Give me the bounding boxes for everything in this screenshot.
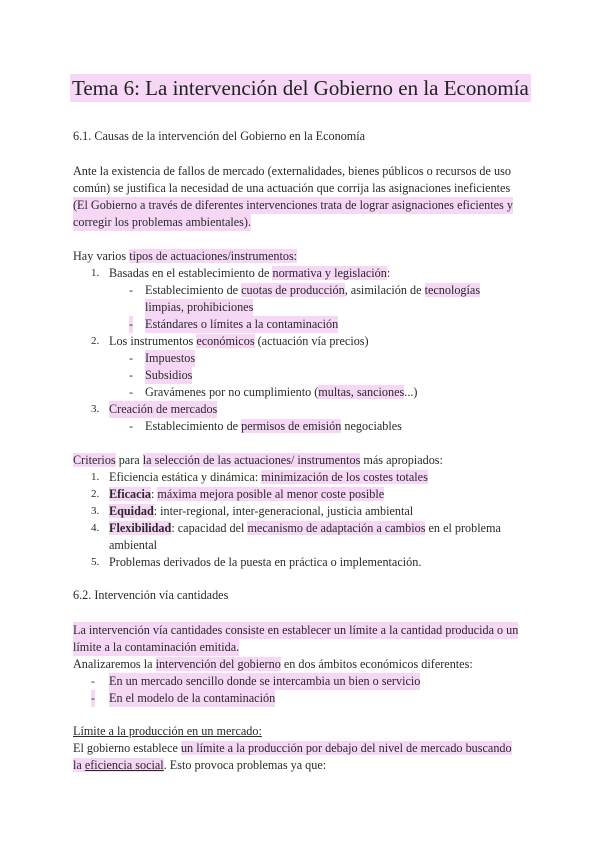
subheading-limit: Límite a la producción en un mercado: <box>73 724 262 738</box>
paragraph-line: El gobierno establece un límite a la producción por debajo del nivel de mercado buscando <box>73 741 512 755</box>
sub-item: Subsidios <box>145 368 193 382</box>
paragraph-line: Analizaremos la intervención del gobierno en dos ámbitos económicos diferentes: <box>73 657 473 671</box>
instruments-intro: Hay varios tipos de actuaciones/instrumentos: <box>73 249 298 263</box>
section-heading-6-1: 6.1. Causas de la intervención del Gobierno en la Economía <box>73 129 366 143</box>
list-item: Los instrumentos económicos (actuación vía precios) <box>109 334 369 348</box>
highlighted-line: (El Gobierno a través de diferentes intervenciones trata de lograr asignaciones eficientes y <box>73 198 513 212</box>
bullet-item: En el modelo de la contaminación <box>109 691 276 705</box>
page-title: Tema 6: La intervención del Gobierno en la Economía <box>72 76 529 100</box>
criteria-item: Equidad: inter-regional, inter-generacional, justicia ambiental <box>109 504 414 518</box>
sub-item: Establecimiento de cuotas de producción, asimilación de tecnologías <box>145 283 481 297</box>
list-dash: - <box>129 317 133 331</box>
criteria-item-continued: ambiental <box>109 538 158 552</box>
criteria-item: Eficacia: máxima mejora posible al menor coste posible <box>109 487 385 501</box>
list-dash: - <box>129 351 133 365</box>
sub-item-continued: limpias, prohibiciones <box>145 300 254 314</box>
criteria-intro: Criterios para la selección de las actuaciones/ instrumentos más apropiados: <box>73 453 443 467</box>
list-number: 3. <box>91 403 100 415</box>
list-dash: - <box>91 674 95 688</box>
paragraph-line: común) se justifica la necesidad de una actuación que corrija las asignaciones ineficientes <box>73 181 511 195</box>
list-number: 2. <box>91 488 100 500</box>
list-number: 4. <box>91 522 100 534</box>
sub-item: Impuestos <box>145 351 196 365</box>
list-number: 3. <box>91 505 100 517</box>
sub-item: Estándares o límites a la contaminación <box>145 317 339 331</box>
highlighted-line: corregir los problemas ambientales). <box>73 215 252 229</box>
list-number: 5. <box>91 556 100 568</box>
highlighted-line: La intervención vía cantidades consiste en establecer un límite a la cantidad producida o un <box>73 623 519 637</box>
list-dash: - <box>129 368 133 382</box>
list-dash: - <box>129 283 133 297</box>
bullet-item: En un mercado sencillo donde se intercambia un bien o servicio <box>109 674 421 688</box>
list-number: 2. <box>91 335 100 347</box>
paragraph-line: la eficiencia social. Esto provoca problemas ya que: <box>73 758 327 772</box>
list-dash: - <box>91 691 95 705</box>
sub-item: Gravámenes por no cumplimiento (multas, sanciones...) <box>145 385 418 399</box>
sub-item: Establecimiento de permisos de emisión negociables <box>145 419 402 433</box>
section-heading-6-2: 6.2. Intervención vía cantidades <box>73 588 229 602</box>
list-dash: - <box>129 419 133 433</box>
highlighted-line: límite a la contaminación emitida. <box>73 640 240 654</box>
list-number: 1. <box>91 267 100 279</box>
list-dash: - <box>129 385 133 399</box>
criteria-item: Problemas derivados de la puesta en práctica o implementación. <box>109 555 422 569</box>
list-item: Creación de mercados <box>109 402 218 416</box>
criteria-item: Flexibilidad: capacidad del mecanismo de adaptación a cambios en el problema <box>109 521 501 535</box>
paragraph-line: Ante la existencia de fallos de mercado (externalidades, bienes públicos o recursos de uso <box>73 164 511 178</box>
criteria-item: Eficiencia estática y dinámica: minimización de los costes totales <box>109 470 428 484</box>
list-item: Basadas en el establecimiento de normativa y legislación: <box>109 266 391 280</box>
list-number: 1. <box>91 471 100 483</box>
